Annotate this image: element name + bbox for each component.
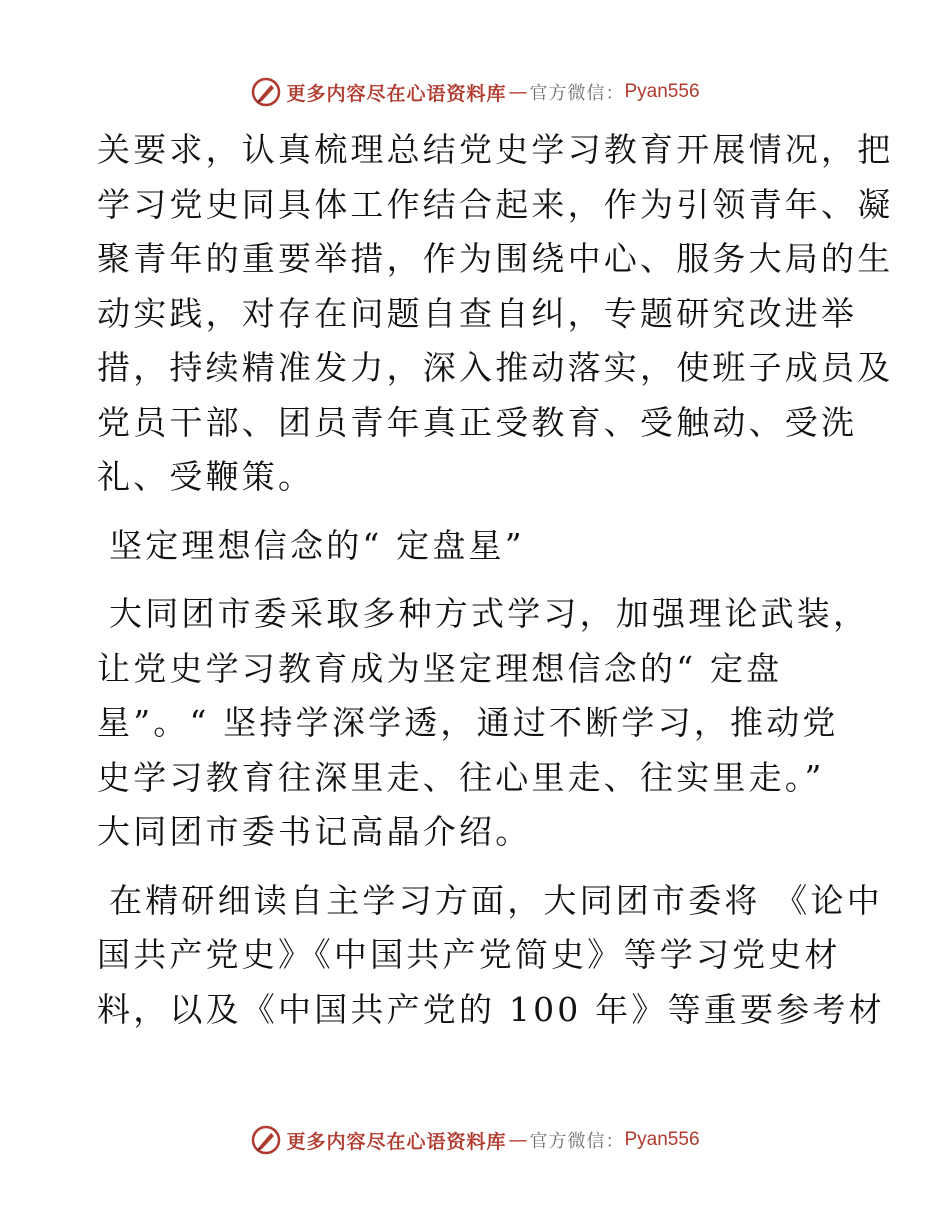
text-line: 礼、受鞭策。 bbox=[97, 457, 315, 496]
pen-logo-icon bbox=[250, 76, 282, 108]
text-line: 星”。“ 坚持学深学透，通过不断学习，推动党 bbox=[97, 703, 839, 742]
footer-banner bbox=[0, 1120, 950, 1160]
text-line: 史学习教育往深里走、往心里走、往实里走。” bbox=[97, 757, 825, 797]
text-line: 让党史学习教育成为坚定理想信念的“ 定盘 bbox=[97, 648, 783, 688]
document-body bbox=[97, 123, 894, 1037]
paragraph-3 bbox=[97, 874, 885, 1038]
heading-text: 坚定理想信念的“ 定盘星” bbox=[109, 525, 525, 565]
header-wechat-id: Pyan556 bbox=[624, 81, 700, 102]
text-line: 料，以及《中国共产党的 100 年》等重要参考材 bbox=[97, 989, 885, 1029]
header-wechat-label: 官方微信： bbox=[529, 83, 625, 104]
header-banner-text: 更多内容尽在心语资料库 bbox=[286, 82, 507, 105]
footer-wechat-id: Pyan556 bbox=[624, 1129, 700, 1150]
text-line: 聚青年的重要举措，作为围绕中心、服务大局的生 bbox=[97, 239, 894, 278]
footer-banner-text: 更多内容尽在心语资料库 bbox=[286, 1130, 507, 1153]
header-banner bbox=[0, 72, 950, 112]
text-line: 国共产党史》《中国共产党简史》等学习党史材 bbox=[97, 935, 841, 974]
text-line: 关要求，认真梳理总结党史学习教育开展情况，把 bbox=[97, 130, 894, 169]
paragraph-2 bbox=[97, 587, 877, 860]
paragraph-1 bbox=[97, 123, 894, 505]
text-line: 党员干部、团员青年真正受教育、受触动、受洗 bbox=[97, 402, 858, 442]
text-line: 在精研细读自主学习方面，大同团市委将 《论中 bbox=[109, 880, 883, 920]
text-line: 学习党史同具体工作结合起来，作为引领青年、凝 bbox=[97, 184, 894, 224]
footer-dash: — bbox=[508, 1129, 528, 1151]
text-line: 措，持续精准发力，深入推动落实，使班子成员及 bbox=[97, 348, 894, 387]
pen-logo-icon bbox=[250, 1124, 282, 1156]
text-line: 大同团市委书记高晶介绍。 bbox=[97, 812, 532, 851]
section-heading bbox=[97, 519, 877, 574]
text-line: 大同团市委采取多种方式学习，加强理论武装， bbox=[109, 594, 870, 633]
header-dash: — bbox=[508, 81, 528, 103]
text-line: 动实践，对存在问题自查自纠，专题研究改进举 bbox=[97, 293, 858, 333]
footer-wechat-label: 官方微信： bbox=[529, 1131, 625, 1152]
